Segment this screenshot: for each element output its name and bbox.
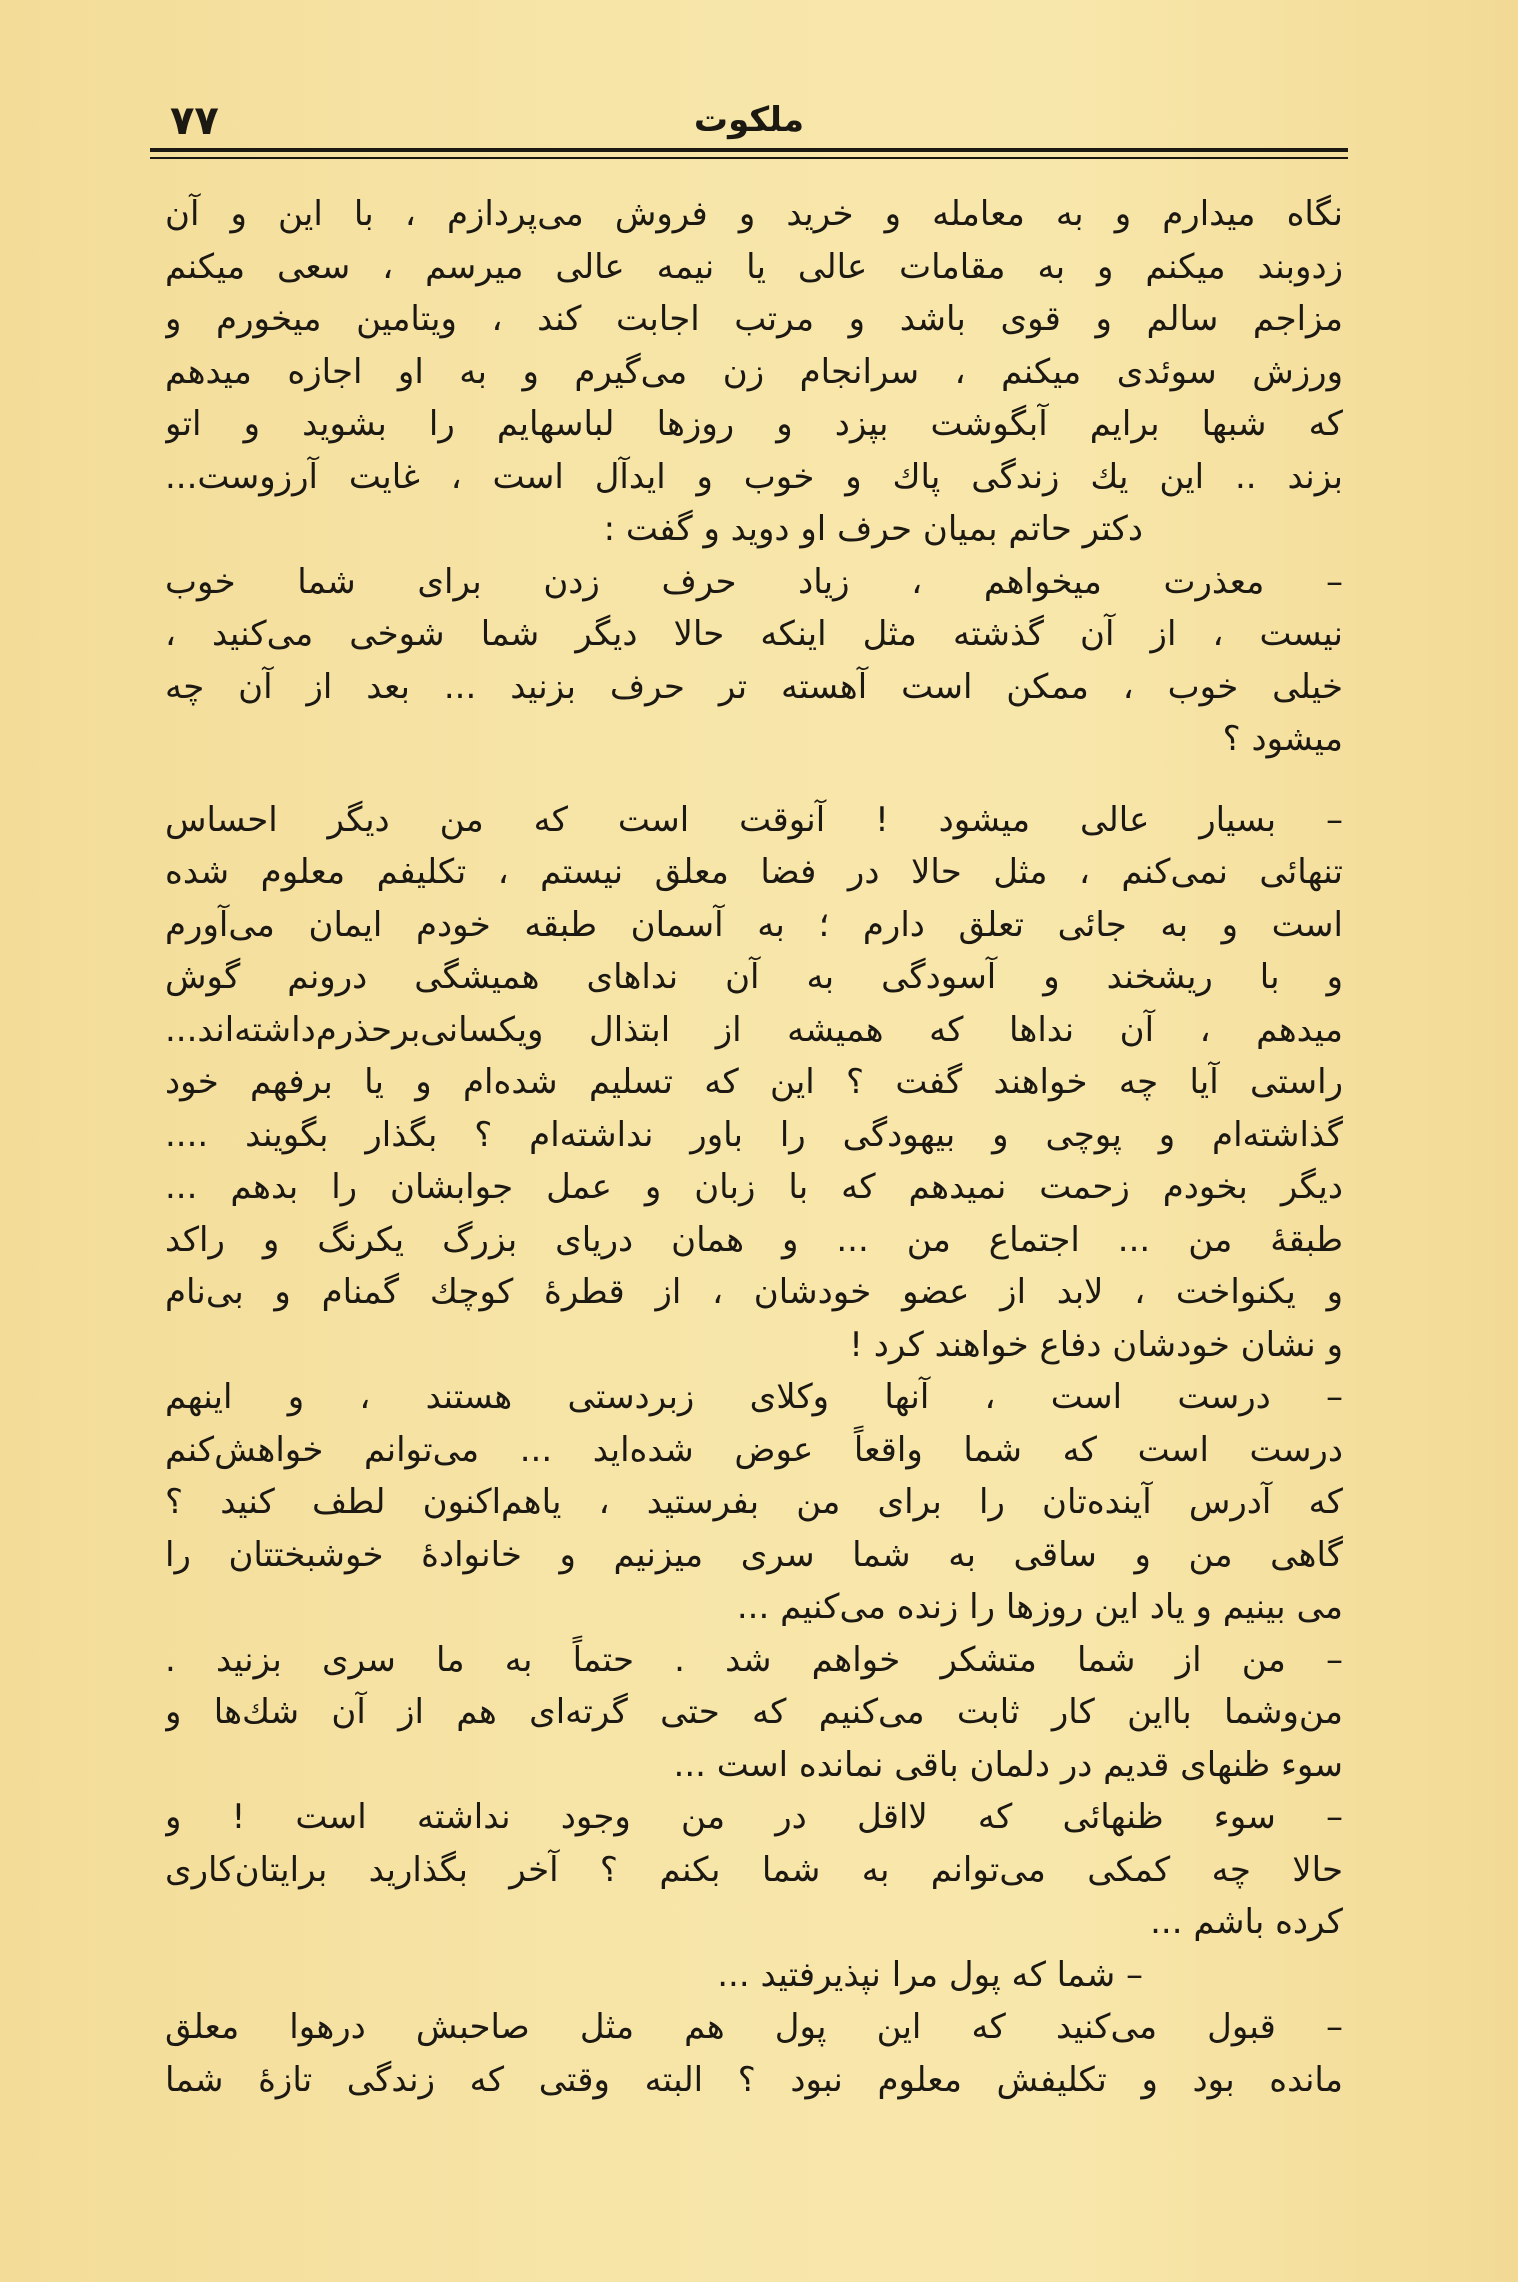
text-line: است و به جائی تعلق دارم ؛ به آسمان طبقه خودم ایمان می‌آورم <box>165 904 1343 945</box>
running-title: ملکوت <box>693 100 805 140</box>
page-header <box>150 92 1348 142</box>
text-line: و با ریشخند و آسودگی به آن نداهای همیشگی درونم گوش <box>165 957 1343 997</box>
text-line: راستی آیا چه خواهند گفت ؟ این که تسلیم شده‌ام و یا برفهم خود <box>165 1062 1343 1102</box>
text-line: – من از شما متشکر خواهم شد . حتماً به ما سری بزنید . <box>165 1639 1343 1680</box>
text-line: دکتر حاتم بمیان حرف او دوید و گفت : <box>603 509 1143 549</box>
text-line: بزند .. این یك زندگی پاك و خوب و ایدآل است ، غایت آرزوست... <box>165 456 1343 497</box>
text-line: تنهائی نمی‌کنم ، مثل حالا در فضا معلق نیستم ، تکلیفم معلوم شده <box>165 852 1343 892</box>
text-line: میدهم ، آن نداها که همیشه از ابتذال ویکسانی‌برحذرم‌داشته‌اند... <box>165 1009 1343 1050</box>
body-text <box>165 188 1343 2106</box>
text-line: – بسیار عالی میشود ! آنوقت است که من دیگر احساس <box>165 799 1343 840</box>
text-line: من‌وشما بااین کار ثابت می‌کنیم که حتی گرته‌ای هم از آن شك‌ها و <box>165 1692 1343 1732</box>
page-number: ۷۷ <box>170 98 219 144</box>
text-line: دیگر بخودم زحمت نمیدهم که با زبان و عمل جوابشان را بدهم ... <box>165 1167 1343 1207</box>
text-line: – شما که پول مرا نپذیرفتید ... <box>717 1954 1143 1995</box>
text-line: – سوء ظنهائی که لااقل در من وجود نداشته است ! و <box>165 1797 1343 1837</box>
text-line: گذاشته‌ام و پوچی و بیهودگی را باور نداشته‌ام ؟ بگذار بگویند .... <box>165 1114 1343 1155</box>
text-line: خیلی خوب ، ممکن است آهسته تر حرف بزنید ... بعد از آن چه <box>165 666 1343 707</box>
text-line: و یکنواخت ، لابد از عضو خودشان ، از قطرهٔ کوچك گمنام و بی‌نام <box>165 1272 1343 1312</box>
text-line: زدوبند میکنم و به مقامات عالی یا نیمه عالی میرسم ، سعی میکنم <box>165 246 1343 287</box>
text-line: نیست ، از آن گذشته مثل اینکه حالا دیگر شما شوخی می‌کنید ، <box>165 614 1343 654</box>
text-line: ورزش سوئدی میکنم ، سرانجام زن می‌گیرم و به او اجازه میدهم <box>165 351 1343 392</box>
text-line: درست است که شما واقعاً عوض شده‌اید ... می‌توانم خواهش‌کنم <box>165 1429 1343 1470</box>
header-rule <box>150 148 1348 152</box>
text-line: – درست است ، آنها وکلای زبردستی هستند ، و اینهم <box>165 1377 1343 1417</box>
text-line: مزاجم سالم و قوی باشد و مرتب اجابت کند ، ویتامین میخورم و <box>165 299 1343 339</box>
text-line: می بینیم و یاد این روزها را زنده می‌کنیم ... <box>736 1587 1343 1627</box>
header-rule-thin <box>150 157 1348 159</box>
paragraph-gap <box>165 766 1343 794</box>
text-line: میشود ؟ <box>1222 719 1343 759</box>
text-line: – معذرت میخواهم ، زیاد حرف زدن برای شما خوب <box>165 561 1343 602</box>
text-line: که شبها برایم آبگوشت بپزد و روزها لباسهایم را بشوید و اتو <box>165 404 1343 444</box>
text-line: گاهی من و ساقی به شما سری میزنیم و خانوادهٔ خوشبختتان را <box>165 1534 1343 1575</box>
text-line: حالا چه کمکی می‌توانم به شما بکنم ؟ آخر بگذارید برایتان‌کاری <box>165 1849 1343 1890</box>
text-line: – قبول می‌کنید که این پول هم مثل صاحبش درهوا معلق <box>165 2007 1343 2047</box>
text-line: کرده باشم ... <box>1150 1902 1343 1942</box>
text-line: نگاه میدارم و به معامله و خرید و فروش می‌پردازم ، با این و آن <box>165 194 1343 234</box>
text-line: مانده بود و تکلیفش معلوم نبود ؟ البته وقتی که زندگی تازهٔ شما <box>165 2059 1343 2100</box>
text-line: که آدرس آینده‌تان را برای من بفرستید ، یاهم‌اکنون لطف کنید ؟ <box>165 1482 1343 1522</box>
text-line: و نشان خودشان دفاع خواهند کرد ! <box>849 1324 1343 1365</box>
text-line: طبقهٔ من ... اجتماع من ... و همان دریای بزرگ یکرنگ و راکد <box>165 1219 1343 1260</box>
text-line: سوء ظنهای قدیم در دلمان باقی نمانده است ... <box>673 1744 1343 1785</box>
